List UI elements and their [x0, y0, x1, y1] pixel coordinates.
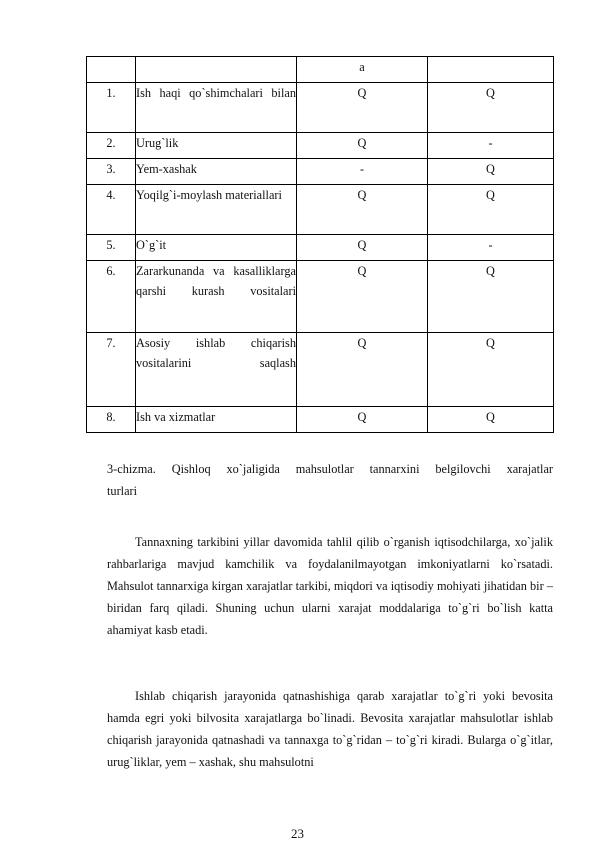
table-row [87, 235, 554, 261]
header-cell [428, 57, 554, 83]
row-name: Yem-xashak [136, 159, 297, 185]
paragraph-2 [107, 685, 553, 773]
row-number: 1. [87, 83, 136, 133]
caption-line-2: turlari [107, 484, 138, 498]
row-value-a: Q [297, 261, 428, 333]
row-name: Urug`lik [136, 133, 297, 159]
row-value-b: Q [428, 333, 554, 407]
table-row [87, 261, 554, 333]
row-number: 2. [87, 133, 136, 159]
row-value-a: Q [297, 133, 428, 159]
header-cell [136, 57, 297, 83]
row-name: Ish haqi qo`shimchalari bilan [136, 83, 297, 133]
row-value-b: - [428, 235, 554, 261]
table-row [87, 333, 554, 407]
row-number: 7. [87, 333, 136, 407]
row-value-b: Q [428, 83, 554, 133]
row-value-a: Q [297, 185, 428, 235]
row-value-b: Q [428, 159, 554, 185]
row-name: Asosiy ishlab chiqarish vositalarini saqlash [136, 333, 297, 407]
row-number: 3. [87, 159, 136, 185]
row-value-a: Q [297, 333, 428, 407]
paragraph-2-text: Ishlab chiqarish jarayonida qatnashishiga qarab xarajatlar to`g`ri yoki bevosita hamda egri yoki bilvosita xarajatlarga bo`linadi. Bevosita xarajatlar mahsulotlar ishlab chiqarish jarayonida qatnashadi va tannaxga to`g`ridan – to`g`ri kiradi. Bularga o`g`itlar, urug`liklar, yem – xashak, shu mahsulotni [107, 689, 553, 770]
row-value-b: - [428, 133, 554, 159]
row-name: O`g`it [136, 235, 297, 261]
row-number: 5. [87, 235, 136, 261]
header-cell [87, 57, 136, 83]
cost-items-table [86, 56, 554, 433]
caption-line-1: 3-chizma. Qishloq xo`jaligida mahsulotlar tannarxini belgilovchi xarajatlar [107, 462, 553, 476]
row-name: Ish va xizmatlar [136, 407, 297, 433]
table-row [87, 407, 554, 433]
row-value-a: Q [297, 235, 428, 261]
table-row [87, 83, 554, 133]
header-cell: a [297, 57, 428, 83]
row-value-b: Q [428, 407, 554, 433]
row-value-b: Q [428, 185, 554, 235]
table-header-row [87, 57, 554, 83]
row-number: 8. [87, 407, 136, 433]
row-name: Zararkunanda va kasalliklarga qarshi kurash vositalari [136, 261, 297, 333]
row-value-a: Q [297, 83, 428, 133]
table-row [87, 133, 554, 159]
row-value-a: - [297, 159, 428, 185]
table-row [87, 159, 554, 185]
table-row [87, 185, 554, 235]
row-value-b: Q [428, 261, 554, 333]
figure-caption [107, 458, 553, 502]
row-value-a: Q [297, 407, 428, 433]
page-number: 23 [291, 826, 304, 841]
row-number: 4. [87, 185, 136, 235]
paragraph-1 [107, 531, 553, 641]
paragraph-1-text: Tannaxning tarkibini yillar davomida tahlil qilib o`rganish iqtisodchilarga, xo`jalik rahbarlariga mavjud kamchilik va foydalanilmayotgan imkoniyatlarni ko`rsatadi. Mahsulot tannarxiga kirgan xarajatlar tarkibi, miqdori va iqtisodiy mohiyati jihatidan bir – biridan farq qiladi. Shuning uchun ularni xarajat moddalariga to`g`ri bo`lish katta ahamiyat kasb etadi. [107, 535, 553, 638]
row-number: 6. [87, 261, 136, 333]
row-name: Yoqilg`i-moylash materiallari [136, 185, 297, 235]
